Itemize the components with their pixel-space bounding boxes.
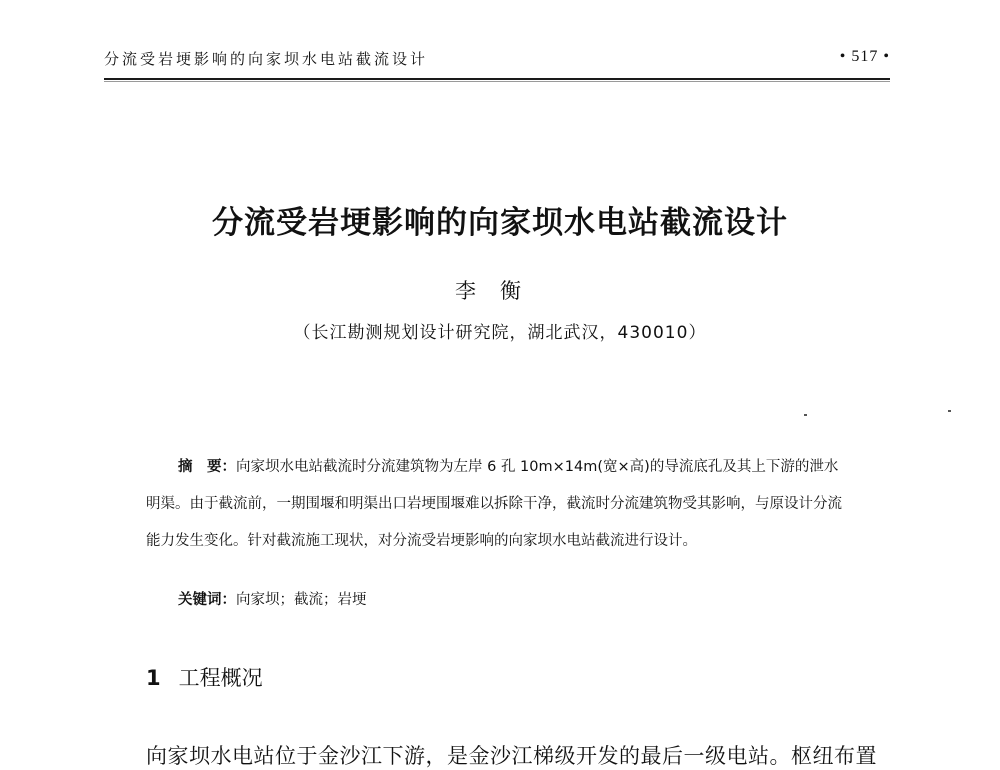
section-heading [146, 662, 263, 692]
keywords-text: 向家坝；截流；岩埂 [236, 592, 367, 608]
running-title: 分流受岩埂影响的向家坝水电站截流设计 [104, 50, 429, 68]
abstract [146, 449, 850, 560]
author-affiliation: （长江勘测规划设计研究院，湖北武汉，430010） [293, 323, 707, 343]
section-title: 工程概况 [178, 666, 263, 690]
keywords-label: 关键词： [178, 592, 236, 608]
keywords [178, 588, 367, 609]
header-rule [104, 81, 890, 82]
section-number: 1 [146, 666, 161, 690]
scan-speck [948, 410, 951, 412]
page-number: • 517 • [839, 48, 890, 65]
author-name: 李衡 [455, 279, 545, 303]
running-header [104, 44, 890, 80]
body-text: 向家坝水电站位于金沙江下游，是金沙江梯级开发的最后一级电站。枢纽布置 [146, 744, 877, 768]
abstract-paragraph [146, 449, 850, 560]
scan-speck [804, 414, 807, 416]
abstract-text: 向家坝水电站截流时分流建筑物为左岸 6 孔 10m×14m(宽×高)的导流底孔及其上下游的泄水明渠。由于截流前，一期围堰和明渠出口岩埂围堰难以拆除干净，截流时分流建筑物受其影响，与原设计分流能力发生变化。针对截流施工现状，对分流受岩埂影响的向家坝水电站截流进行设计。 [146, 459, 842, 549]
abstract-label: 摘 要： [178, 459, 236, 475]
paper-title: 分流受岩埂影响的向家坝水电站截流设计 [212, 205, 788, 241]
